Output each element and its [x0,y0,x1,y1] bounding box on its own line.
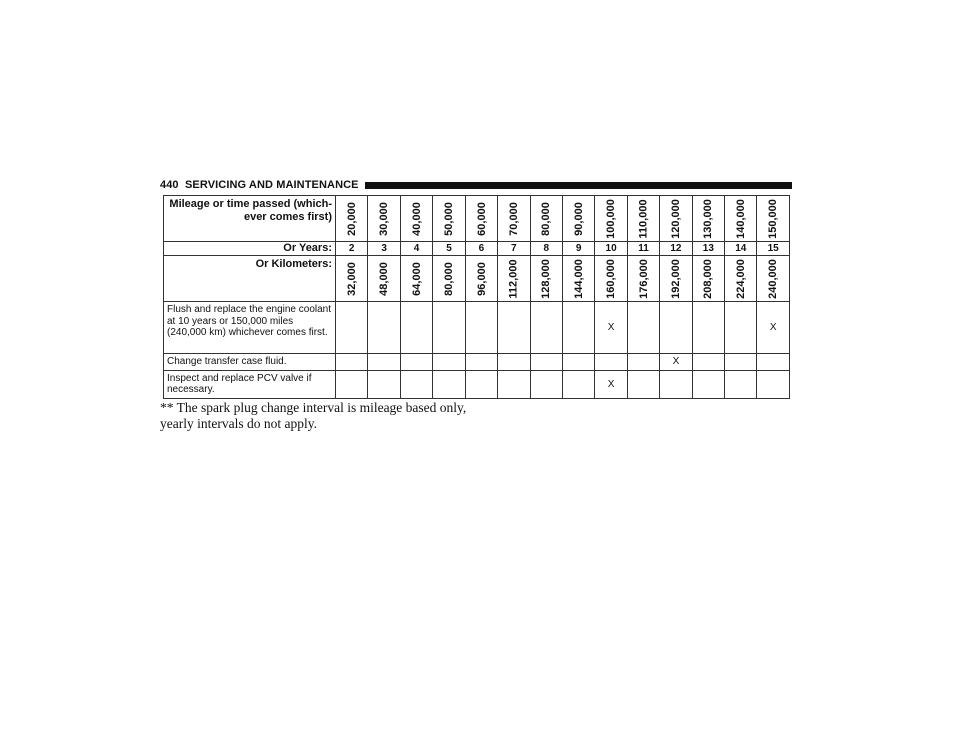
service-mark [595,354,627,371]
mileage-cell [627,196,659,242]
service-mark: X [660,354,692,371]
service-mark: X [595,302,627,354]
kilometer-value: 32,000 [345,261,358,296]
task-description: Inspect and replace PCV valve if necessary. [164,370,336,398]
service-mark [336,370,368,398]
task-row [164,370,790,398]
service-mark [627,354,659,371]
header-rule [365,182,792,189]
kilometer-value: 80,000 [442,261,455,296]
kilometer-value: 208,000 [702,258,715,299]
page-header [160,179,792,191]
service-mark [465,302,497,354]
kilometer-value: 128,000 [540,258,553,299]
service-mark [627,370,659,398]
service-mark [562,302,594,354]
service-mark [368,370,400,398]
service-mark: X [757,302,789,354]
year-cell: 13 [692,242,724,256]
service-mark [692,354,724,371]
kilometer-value: 160,000 [605,258,618,299]
service-mark [660,370,692,398]
service-mark [498,370,530,398]
service-mark [627,302,659,354]
mileage-value: 110,000 [637,198,650,239]
mileage-cell [757,196,789,242]
task-description: Flush and replace the engine coolant at 10 years or 150,000 miles (240,000 km) whichever comes first. [164,302,336,354]
service-mark [400,354,432,371]
year-cell: 11 [627,242,659,256]
service-mark [562,370,594,398]
service-mark [400,302,432,354]
header-text [160,179,365,191]
kilometer-cell [562,256,594,302]
kilometer-value: 48,000 [378,261,391,296]
kilometer-cell [368,256,400,302]
mileage-cell [433,196,465,242]
service-mark [660,302,692,354]
page-number: 440 [160,179,179,191]
mileage-cell [400,196,432,242]
kilometer-value: 192,000 [669,258,682,299]
footnote: ** The spark plug change interval is mileage based only, yearly intervals do not apply. [160,400,467,431]
mileage-value: 90,000 [572,201,585,236]
service-mark [336,302,368,354]
year-cell: 10 [595,242,627,256]
kilometers-row [164,256,790,302]
kilometer-cell [530,256,562,302]
kilometer-value: 176,000 [637,258,650,299]
service-mark [530,370,562,398]
service-mark [400,370,432,398]
year-cell: 9 [562,242,594,256]
year-cell: 4 [400,242,432,256]
mileage-value: 100,000 [605,198,618,239]
mileage-cell [660,196,692,242]
kilometer-cell [725,256,757,302]
mileage-value: 120,000 [669,198,682,239]
mileage-value: 60,000 [475,201,488,236]
kilometer-cell [433,256,465,302]
task-description: Change transfer case fluid. [164,354,336,371]
service-mark [725,302,757,354]
kilometers-label: Or Kilometers: [164,256,336,302]
service-mark [530,302,562,354]
kilometer-value: 240,000 [767,258,780,299]
service-mark [498,354,530,371]
service-mark [368,302,400,354]
kilometer-cell [498,256,530,302]
service-mark [692,302,724,354]
task-row [164,354,790,371]
kilometer-value: 144,000 [572,258,585,299]
mileage-value: 80,000 [540,201,553,236]
year-cell: 15 [757,242,789,256]
kilometer-cell [400,256,432,302]
mileage-row [164,196,790,242]
service-mark [562,354,594,371]
kilometer-value: 96,000 [475,261,488,296]
mileage-value: 70,000 [507,201,520,236]
service-mark [433,354,465,371]
mileage-label: Mileage or time passed (which-ever comes first) [164,196,336,242]
service-mark [757,370,789,398]
mileage-cell [336,196,368,242]
mileage-value: 50,000 [442,201,455,236]
mileage-value: 40,000 [410,201,423,236]
mileage-cell [562,196,594,242]
year-cell: 12 [660,242,692,256]
task-row [164,302,790,354]
kilometer-cell [627,256,659,302]
service-mark [336,354,368,371]
kilometer-cell [465,256,497,302]
service-mark [725,370,757,398]
service-mark [433,370,465,398]
mileage-cell [692,196,724,242]
kilometer-cell [757,256,789,302]
service-mark [465,370,497,398]
year-cell: 14 [725,242,757,256]
service-mark [692,370,724,398]
year-cell: 3 [368,242,400,256]
mileage-value: 140,000 [734,198,747,239]
year-cell: 5 [433,242,465,256]
years-row [164,242,790,256]
years-label: Or Years: [164,242,336,256]
mileage-cell [725,196,757,242]
mileage-cell [530,196,562,242]
service-mark [725,354,757,371]
kilometer-cell [692,256,724,302]
kilometer-value: 112,000 [507,258,520,299]
year-cell: 6 [465,242,497,256]
mileage-cell [465,196,497,242]
maintenance-schedule-table [163,195,790,399]
service-mark [433,302,465,354]
service-mark [757,354,789,371]
mileage-value: 130,000 [702,198,715,239]
kilometer-value: 64,000 [410,261,423,296]
kilometer-value: 224,000 [734,258,747,299]
kilometer-cell [660,256,692,302]
mileage-value: 30,000 [378,201,391,236]
kilometer-cell [336,256,368,302]
year-cell: 2 [336,242,368,256]
service-mark [465,354,497,371]
service-mark [498,302,530,354]
service-mark [530,354,562,371]
mileage-cell [498,196,530,242]
mileage-cell [368,196,400,242]
year-cell: 8 [530,242,562,256]
service-mark [368,354,400,371]
section-title: SERVICING AND MAINTENANCE [184,179,359,191]
mileage-value: 20,000 [345,201,358,236]
year-cell: 7 [498,242,530,256]
mileage-cell [595,196,627,242]
kilometer-cell [595,256,627,302]
service-mark: X [595,370,627,398]
mileage-value: 150,000 [767,198,780,239]
